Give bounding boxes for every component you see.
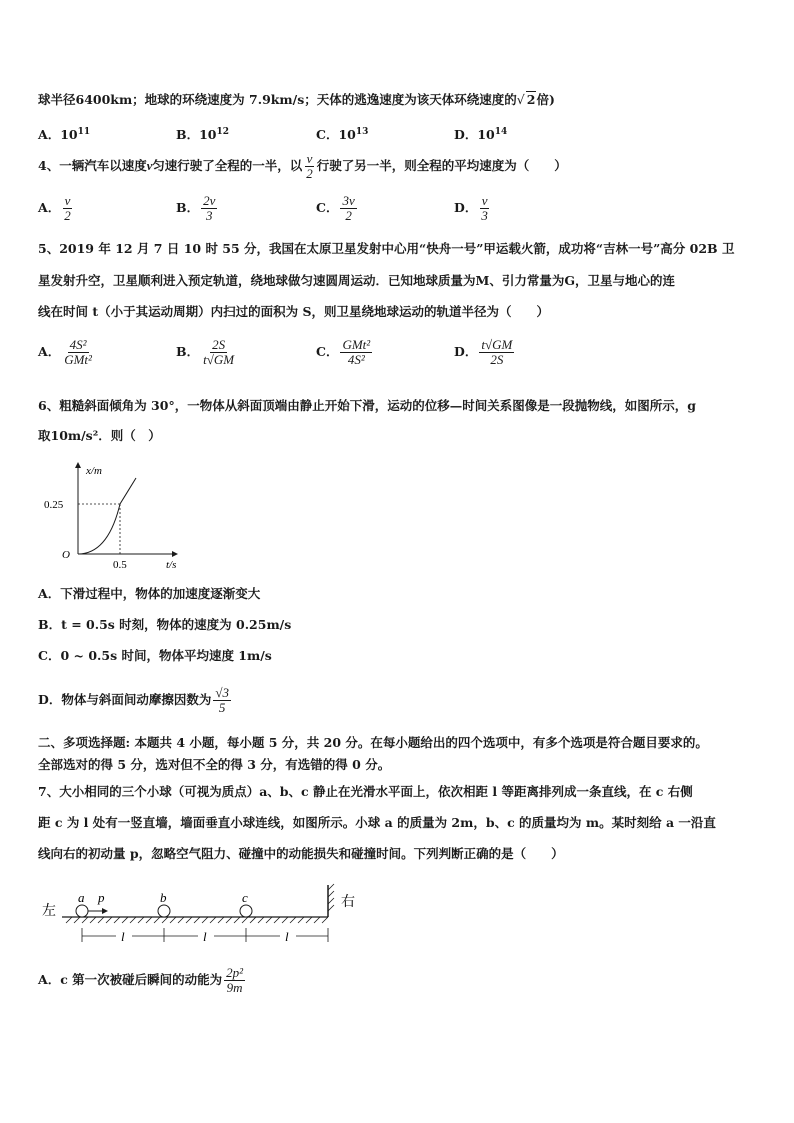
ball-a [76,905,88,917]
y-tick-label: 0.25 [44,499,64,511]
q6-line2: 取10m/s²．则（ ） [38,428,161,443]
displacement-time-graph [38,458,188,573]
q5-option-a: A． $\frac{\text{4S²}}{\text{GMt²}}$ [38,337,92,367]
q5-option-b: B． $\frac{2S}{t√GM}$ [176,337,235,367]
balls-wall-figure [38,880,368,950]
continuation-text: 球半径6400km；地球的环绕速度为 7.9km/s；天体的逃逸速度为该天体环绕速度的 [38,92,517,107]
continuation-end: 倍) [536,92,555,107]
y-axis-label: x/m [86,465,102,477]
q3-option-b: B．$10^{12}$ [176,126,230,142]
momentum-arrowhead [102,908,108,914]
x-axis-arrow [75,462,81,468]
radical-sign: √ [516,92,525,107]
section2-line1: 二、多项选择题: 本题共 4 小题，每小题 5 分，共 20 分。在每小题给出的四个选项中，有多个选项是符合题目要求的。 [38,735,708,750]
q7-line1: 7、大小相同的三个小球（可视为质点）a、b、c 静止在光滑水平面上，依次相距 l 等距离排列成一条直线，在 c 右侧 [38,784,693,799]
q3-option-c: C．$10^{13}$ [316,126,369,142]
momentum-label: p [98,890,105,905]
q3-option-a: A．$10^{11}$ [38,126,91,142]
q7-line2: 距 c 为 l 处有一竖直墙，墙面垂直小球连线，如图所示。小球 a 的质量为 2m，b、c 的质量均为 m。某时刻给 a 一沿直 [38,815,716,830]
q5-option-c: C． $\frac{\text{GMt²}}{\text{4S²}}$ [316,337,371,367]
right-label: 右 [341,895,355,910]
q6-option-d: D．物体与斜面间动摩擦因数为 $\frac{√3}{5}$ [38,685,229,715]
wall-hatching [328,884,334,911]
x-tick-label: 0.5 [113,559,127,571]
q3-option-d: D．$10^{14}$ [454,126,508,142]
q4-option-a: A． $\frac{v}{2}$ [38,193,71,223]
left-label: 左 [42,904,56,919]
q6-option-a: A．下滑过程中，物体的加速度逐渐变大 [38,586,261,601]
spacing-label-1: l [121,929,125,944]
q4-option-d: D． $\frac{v}{3}$ [454,193,488,223]
q6-line1: 6、粗糙斜面倾角为 30°，一物体从斜面顶端由静止开始下滑，运动的位移—时间关系图像是一段抛物线，如图所示，g [38,398,696,413]
continuation-line [38,90,555,108]
q7-line3: 线向右的初动量 p，忽略空气阻力、碰撞中的动能损失和碰撞时间。下列判断正确的是（ ） [38,846,564,861]
t-axis-arrow [172,551,178,557]
q4-option-c: C． $\frac{3v}{2}$ [316,193,355,223]
q4-stem: 4、一辆汽车以速度v匀速行驶了全程的一半，以 $\frac{v}{2}$ 行驶了另一半，则全程的平均速度为（ ） [38,151,567,181]
q6-option-b: B．t = 0.5s 时刻，物体的速度为 0.25m/s [38,617,292,632]
radicand: 2 [526,92,536,107]
ball-c-label: c [242,890,248,905]
x-axis-label: t/s [166,559,177,571]
ball-c [240,905,252,917]
ball-a-label: a [78,890,85,905]
section2-line2: 全部选对的得 5 分，选对但不全的得 3 分，有选错的得 0 分。 [38,757,391,772]
spacing-label-3: l [285,929,289,944]
q4-option-b: B． $\frac{2v}{3}$ [176,193,216,223]
q4-frac: $\frac{v}{2}$ [306,151,313,181]
q6-option-c: C．0 ~ 0.5s 时间，物体平均速度 1m/s [38,648,272,663]
q5-line2: 星发射升空，卫星顺利进入预定轨道，绕地球做匀速圆周运动．已知地球质量为M、引力常量为G，卫星与地心的连 [38,273,676,288]
q5-line3: 线在时间 t（小于其运动周期）内扫过的面积为 S，则卫星绕地球运动的轨道半径为（ ） [38,304,550,319]
q7-option-a: A．c 第一次被碰后瞬间的动能为 $\frac{\text{2p²}}{9m}$ [38,965,244,995]
ball-b [158,905,170,917]
spacing-label-2: l [203,929,207,944]
ball-b-label: b [160,890,167,905]
q5-option-d: D． $\frac{t√GM}{2S}$ [454,337,513,367]
origin-label: O [62,549,70,561]
floor-hatching [66,917,328,923]
q5-line1: 5、2019 年 12 月 7 日 10 时 55 分，我国在太原卫星发射中心用“快舟一号”甲运载火箭，成功将“吉林一号”高分 02B 卫 [38,241,735,256]
parabola-curve [78,478,136,554]
